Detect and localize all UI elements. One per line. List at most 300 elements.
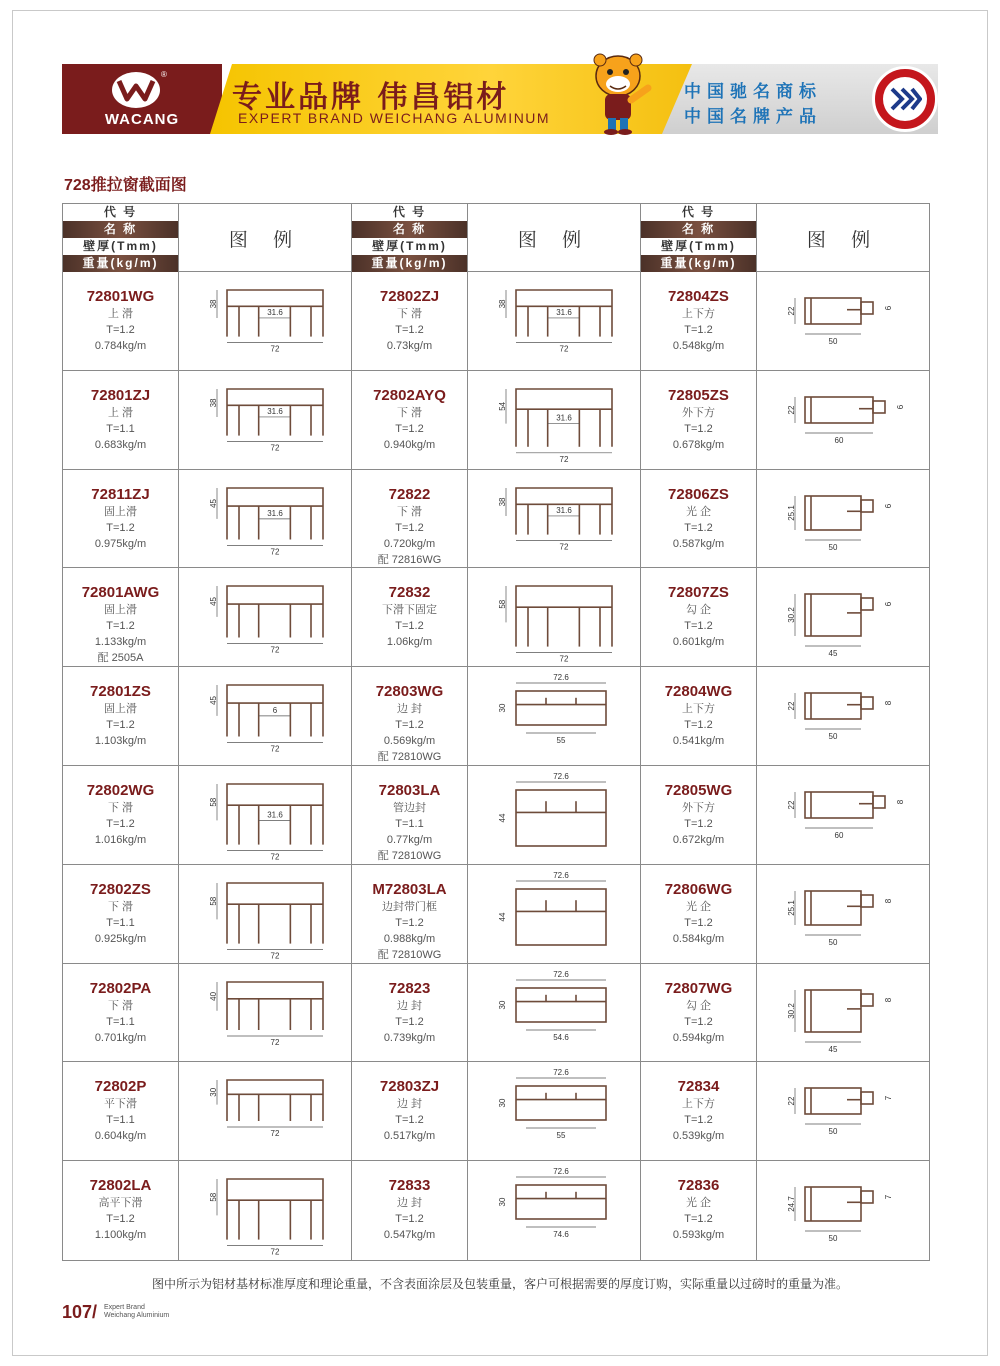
dim-height: 58 <box>498 600 508 610</box>
dim-middle: 31.6 <box>556 307 572 317</box>
profile-code: 72807ZS <box>668 584 729 602</box>
header-figure: 图 例 <box>228 229 303 251</box>
profile-name: 光 企 <box>685 1197 712 1210</box>
table-row <box>352 766 641 865</box>
dim-lip: 6 <box>883 305 893 311</box>
profile-info <box>641 1062 757 1160</box>
header-code: 代 号 <box>63 204 178 221</box>
profile-info <box>352 865 468 963</box>
table-row <box>641 1062 930 1161</box>
profile-name: 勾 企 <box>685 999 712 1012</box>
brand-name: WACANG <box>104 111 180 128</box>
header-wall: 壁厚(Tmm) <box>63 238 178 255</box>
profile-code: 72804ZS <box>668 288 729 305</box>
profile-info <box>63 568 179 666</box>
dim-width: 72 <box>270 1247 280 1257</box>
dim-top: 72.6 <box>553 870 569 880</box>
profile-figure <box>179 1062 352 1160</box>
profile-code: 72807WG <box>664 979 733 997</box>
header-name: 名 称 <box>352 221 467 238</box>
slogan-cn: 专业品牌 伟昌铝材 <box>232 80 510 115</box>
dim-width: 72 <box>270 1037 280 1047</box>
header-name: 名 称 <box>641 221 756 238</box>
profile-thickness: T=1.2 <box>395 1015 424 1028</box>
dim-top: 72.6 <box>553 673 569 683</box>
header-figure: 图 例 <box>517 229 592 251</box>
profile-thickness: T=1.2 <box>395 1213 424 1226</box>
profile-name: 下滑下固定 <box>382 604 437 617</box>
profile-weight: 0.739kg/m <box>383 1031 436 1044</box>
logo-icon <box>112 72 160 108</box>
honor-top-brand: 中国名牌产品 <box>684 107 822 127</box>
dim-height: 22 <box>787 701 797 711</box>
profile-figure <box>757 1062 930 1160</box>
profile-weight: 0.77kg/m <box>386 834 433 846</box>
section-profile-drawing <box>757 766 929 864</box>
dim-height: 38 <box>209 398 219 408</box>
profile-code: 72803LA <box>378 782 441 799</box>
profile-thickness: T=1.2 <box>684 620 713 633</box>
dim-height: 58 <box>209 896 219 906</box>
profile-weight: 0.73kg/m <box>386 340 433 352</box>
dim-top: 72.6 <box>553 969 569 979</box>
profile-figure <box>468 1062 641 1160</box>
profile-code: 72836 <box>677 1177 720 1195</box>
slogan-en: EXPERT BRAND WEICHANG ALUMINUM <box>238 110 551 126</box>
profile-weight: 0.517kg/m <box>383 1130 436 1143</box>
dim-middle: 31.6 <box>556 505 572 515</box>
profile-info <box>641 766 757 864</box>
profile-figure <box>179 667 352 765</box>
profile-thickness: T=1.2 <box>684 1114 713 1127</box>
profile-weight: 0.975kg/m <box>94 537 147 550</box>
profile-weight: 0.683kg/m <box>94 438 147 451</box>
profile-info <box>352 667 468 765</box>
dim-width: 72 <box>270 951 280 961</box>
table-row <box>641 1161 930 1260</box>
profile-name: 勾 企 <box>685 604 712 617</box>
table-header <box>352 204 641 272</box>
profile-thickness: T=1.1 <box>106 916 135 929</box>
dim-lip: 6 <box>883 503 893 508</box>
profile-info <box>63 470 179 568</box>
profile-figure <box>468 865 641 963</box>
table-row <box>352 964 641 1063</box>
section-profile-drawing <box>757 1062 929 1160</box>
dim-height: 45 <box>209 597 219 607</box>
profile-name: 高平下滑 <box>98 1197 143 1210</box>
profile-code: 72802ZJ <box>379 288 440 305</box>
section-profile-drawing <box>179 470 351 568</box>
profile-info <box>641 568 757 666</box>
profile-name: 外下方 <box>682 802 715 814</box>
profile-code: 72805WG <box>664 782 733 799</box>
header-code: 代 号 <box>352 204 467 221</box>
dim-width: 45 <box>828 649 838 659</box>
profile-thickness: T=1.1 <box>395 818 424 830</box>
profile-info <box>63 865 179 963</box>
profile-info <box>352 272 468 370</box>
profile-weight: 0.672kg/m <box>672 834 725 846</box>
profile-info <box>352 568 468 666</box>
profile-figure <box>468 470 641 568</box>
dim-height: 30 <box>498 1098 508 1108</box>
table-column <box>641 204 930 1260</box>
table-row <box>352 1062 641 1161</box>
dim-width: 72 <box>270 443 280 453</box>
dim-width: 50 <box>828 732 838 742</box>
profile-info <box>352 371 468 469</box>
profile-info <box>352 470 468 568</box>
profile-thickness: T=1.2 <box>684 916 713 929</box>
section-profile-drawing <box>179 1062 351 1160</box>
profile-name: 管边封 <box>393 802 426 814</box>
profile-info <box>63 1062 179 1160</box>
profile-weight: 0.547kg/m <box>383 1229 436 1242</box>
section-profile-drawing <box>468 766 640 864</box>
honor-famous-trademark: 中国驰名商标 <box>684 82 822 102</box>
dim-lip: 7 <box>883 1096 893 1101</box>
profile-weight: 0.784kg/m <box>94 340 147 352</box>
profile-info <box>641 865 757 963</box>
profile-weight: 0.587kg/m <box>672 537 725 550</box>
profile-thickness: T=1.2 <box>395 916 424 929</box>
profile-name: 固上滑 <box>104 703 137 716</box>
dim-height: 45 <box>209 696 219 706</box>
profile-thickness: T=1.1 <box>106 422 135 435</box>
profile-name: 下 滑 <box>107 802 134 814</box>
profile-name: 上 滑 <box>107 406 134 419</box>
profile-name: 边 封 <box>396 999 423 1012</box>
profile-thickness: T=1.2 <box>395 620 424 633</box>
profile-thickness: T=1.2 <box>106 620 135 633</box>
table-row <box>63 964 352 1063</box>
dim-height: 22 <box>787 800 797 810</box>
profile-weight: 0.569kg/m <box>383 735 436 748</box>
profile-thickness: T=1.2 <box>106 719 135 732</box>
dim-height: 22 <box>787 405 797 415</box>
dim-lip: 8 <box>895 799 905 805</box>
page-title: 728推拉窗截面图 <box>64 177 187 194</box>
profile-code: 72803WG <box>375 683 444 701</box>
header-wall: 壁厚(Tmm) <box>641 238 756 255</box>
profile-name: 边 封 <box>396 703 423 716</box>
section-profile-drawing <box>179 667 351 765</box>
table-row <box>63 371 352 470</box>
dim-middle: 31.6 <box>267 810 283 820</box>
profile-thickness: T=1.2 <box>395 324 424 336</box>
table-row <box>641 964 930 1063</box>
dim-height: 38 <box>209 299 219 309</box>
profile-figure <box>179 568 352 666</box>
dim-width: 60 <box>834 830 844 840</box>
profile-code: 72834 <box>677 1078 720 1096</box>
profile-thickness: T=1.1 <box>106 1114 135 1127</box>
profile-name: 边 封 <box>396 1098 423 1111</box>
profile-name: 边 封 <box>396 1197 423 1210</box>
dim-height: 58 <box>209 1192 219 1202</box>
profile-name: 上下方 <box>682 1098 715 1111</box>
profile-info <box>352 1161 468 1260</box>
page-number: 107/ <box>62 1302 98 1322</box>
section-profile-drawing <box>179 568 351 666</box>
table-row <box>641 470 930 569</box>
profile-info <box>352 1062 468 1160</box>
profile-name: 上 滑 <box>107 308 134 320</box>
section-profile-drawing <box>757 470 929 568</box>
profile-thickness: T=1.2 <box>684 1015 713 1028</box>
section-profile-drawing <box>757 1161 929 1259</box>
dim-lip: 8 <box>883 997 893 1002</box>
dim-width: 50 <box>828 542 838 552</box>
profile-thickness: T=1.2 <box>684 818 713 830</box>
profile-thickness: T=1.2 <box>684 1213 713 1226</box>
profile-code: M72803LA <box>372 880 447 898</box>
dim-width: 72 <box>270 744 280 754</box>
table-row <box>352 470 641 569</box>
dim-width: 50 <box>828 336 838 346</box>
profile-thickness: T=1.2 <box>684 521 713 534</box>
dim-width: 72 <box>559 344 569 354</box>
profile-weight: 0.539kg/m <box>672 1130 725 1143</box>
profile-weight: 0.604kg/m <box>94 1130 147 1143</box>
dim-lip: 6 <box>883 602 893 607</box>
profile-info <box>641 1161 757 1260</box>
profile-info <box>352 964 468 1062</box>
dim-width: 72 <box>270 852 280 862</box>
profile-name: 光 企 <box>685 505 712 518</box>
profile-info <box>63 272 179 370</box>
china-top-brand-badge <box>872 66 938 132</box>
dim-width: 55 <box>556 736 566 746</box>
profile-figure <box>468 766 641 864</box>
profile-info <box>641 964 757 1062</box>
dim-top: 72.6 <box>553 1167 569 1177</box>
table-row <box>63 1062 352 1161</box>
profile-thickness: T=1.2 <box>684 422 713 435</box>
profile-weight: 0.940kg/m <box>383 438 436 451</box>
dim-height: 30 <box>498 703 508 713</box>
table-row <box>63 667 352 766</box>
dim-height: 44 <box>498 813 508 823</box>
section-profile-drawing <box>179 964 351 1062</box>
dim-height: 30 <box>498 1197 508 1207</box>
table-row <box>63 272 352 371</box>
profile-pairing: 配 72810WG <box>377 751 442 764</box>
dim-height: 25.1 <box>787 504 797 521</box>
profile-code: 72801AWG <box>81 584 160 602</box>
dim-middle: 31.6 <box>267 508 283 518</box>
section-profile-drawing <box>757 272 929 370</box>
dim-lip: 6 <box>895 404 905 410</box>
profile-info <box>63 371 179 469</box>
section-profile-drawing <box>179 865 351 963</box>
table-row <box>641 667 930 766</box>
profile-weight: 1.100kg/m <box>94 1229 147 1242</box>
profile-code: 72801WG <box>86 288 155 305</box>
profile-weight: 0.720kg/m <box>383 537 436 550</box>
profile-name: 固上滑 <box>104 604 137 617</box>
header-labels <box>63 204 179 272</box>
profile-name: 下 滑 <box>396 406 423 419</box>
dim-lip: 8 <box>883 700 893 706</box>
profile-figure <box>757 865 930 963</box>
table-row <box>352 568 641 667</box>
profile-weight: 1.133kg/m <box>94 636 147 649</box>
profile-code: 72805ZS <box>668 386 729 404</box>
profile-figure <box>757 272 930 370</box>
profile-code: 72802WG <box>86 782 155 799</box>
dim-top: 72.6 <box>553 1068 569 1078</box>
profile-weight: 0.584kg/m <box>672 932 725 945</box>
profile-name: 平下滑 <box>104 1098 137 1111</box>
profile-figure <box>757 371 930 469</box>
profile-figure <box>757 568 930 666</box>
profile-weight: 0.988kg/m <box>383 932 436 945</box>
profile-thickness: T=1.2 <box>106 324 135 336</box>
footer-brand <box>104 1304 169 1320</box>
profile-figure <box>757 470 930 568</box>
profile-info <box>641 667 757 765</box>
dim-top: 72.6 <box>553 771 569 781</box>
dim-middle: 31.6 <box>556 413 572 423</box>
dim-width: 55 <box>556 1131 566 1141</box>
table-row <box>641 371 930 470</box>
dim-height: 38 <box>498 299 508 309</box>
profile-name: 上下方 <box>682 703 715 716</box>
table-row <box>352 865 641 964</box>
dim-height: 24.7 <box>787 1196 797 1212</box>
profile-name: 外下方 <box>682 406 715 419</box>
profile-code: 72802PA <box>89 979 152 997</box>
dim-height: 30.2 <box>787 607 797 624</box>
dim-width: 60 <box>834 435 844 445</box>
profile-thickness: T=1.1 <box>106 1015 135 1028</box>
profile-code: 72802P <box>94 1078 147 1096</box>
section-profile-drawing <box>179 1161 351 1259</box>
dim-width: 72 <box>270 1129 280 1139</box>
dim-middle: 6 <box>272 706 278 716</box>
profile-figure <box>179 371 352 469</box>
brand-logo <box>62 64 222 134</box>
section-profile-drawing <box>179 272 351 370</box>
table-row <box>641 865 930 964</box>
profile-figure <box>468 667 641 765</box>
profile-code: 72801ZS <box>90 683 151 701</box>
header-banner <box>62 64 938 134</box>
table-row <box>641 766 930 865</box>
profile-name: 边封带门框 <box>382 900 437 913</box>
table-row <box>352 1161 641 1260</box>
header-weight: 重量(kg/m) <box>641 255 756 272</box>
table-row <box>641 568 930 667</box>
profile-info <box>641 272 757 370</box>
section-profile-drawing <box>468 371 640 469</box>
section-profile-drawing <box>468 272 640 370</box>
profile-weight: 1.016kg/m <box>94 834 147 846</box>
profile-name: 下 滑 <box>107 999 134 1012</box>
dim-width: 72 <box>270 645 280 655</box>
tiger-mascot-icon <box>580 48 660 138</box>
dim-width: 72 <box>270 547 280 557</box>
profile-figure <box>179 272 352 370</box>
profile-thickness: T=1.2 <box>106 818 135 830</box>
table-row <box>641 272 930 371</box>
dim-height: 22 <box>787 1096 797 1106</box>
dim-width: 50 <box>828 1234 838 1244</box>
section-profile-drawing <box>468 568 640 666</box>
table-column <box>63 204 352 1260</box>
dim-height: 30.2 <box>787 1002 797 1019</box>
footer-brand-line-1: Expert Brand <box>104 1304 145 1311</box>
profile-table <box>62 203 930 1261</box>
dim-width: 50 <box>828 1127 838 1137</box>
profile-figure <box>757 766 930 864</box>
dim-height: 58 <box>209 797 219 807</box>
profile-name: 光 企 <box>685 900 712 913</box>
profile-info <box>63 667 179 765</box>
table-row <box>352 667 641 766</box>
dim-height: 30 <box>498 1000 508 1010</box>
profile-weight: 1.103kg/m <box>94 735 147 748</box>
section-profile-drawing <box>757 371 929 469</box>
profile-name: 上下方 <box>682 308 715 320</box>
profile-thickness: T=1.2 <box>684 324 713 336</box>
profile-figure <box>179 470 352 568</box>
section-profile-drawing <box>757 964 929 1062</box>
profile-figure <box>179 964 352 1062</box>
section-profile-drawing <box>757 667 929 765</box>
footnote: 图中所示为铝材基材标准厚度和理论重量，不含表面涂层及包装重量，客户可根据需要的厚度订购，实际重量以过磅时的重量为准。 <box>151 1277 848 1291</box>
dim-width: 72 <box>559 454 569 464</box>
table-header <box>641 204 930 272</box>
profile-code: 72802LA <box>89 1177 152 1195</box>
section-profile-drawing <box>468 1161 640 1259</box>
profile-info <box>641 371 757 469</box>
table-row <box>63 865 352 964</box>
profile-pairing: 配 72810WG <box>377 948 442 961</box>
profile-weight: 0.925kg/m <box>94 932 147 945</box>
profile-weight: 0.541kg/m <box>672 735 725 748</box>
table-column <box>352 204 641 1260</box>
dim-height: 54 <box>498 401 508 411</box>
profile-figure <box>757 1161 930 1260</box>
section-profile-drawing <box>757 568 929 666</box>
profile-code: 72802AYQ <box>373 386 446 404</box>
table-row <box>352 371 641 470</box>
profile-info <box>641 470 757 568</box>
profile-code: 72833 <box>388 1177 431 1195</box>
header-wall: 壁厚(Tmm) <box>352 238 467 255</box>
profile-name: 下 滑 <box>107 900 134 913</box>
profile-figure <box>179 766 352 864</box>
header-name: 名 称 <box>63 221 178 238</box>
profile-info <box>63 964 179 1062</box>
dim-height: 30 <box>209 1088 219 1098</box>
dim-lip: 8 <box>883 898 893 904</box>
profile-pairing: 配 2505A <box>97 652 144 665</box>
profile-name: 固上滑 <box>104 505 137 518</box>
column-divider <box>640 204 641 1260</box>
profile-code: 72822 <box>388 485 431 503</box>
profile-figure <box>468 272 641 370</box>
profile-name: 下 滑 <box>396 308 423 320</box>
profile-figure <box>757 964 930 1062</box>
dim-width: 45 <box>828 1044 838 1054</box>
profile-figure <box>179 1161 352 1260</box>
section-profile-drawing <box>179 766 351 864</box>
section-profile-drawing <box>757 865 929 963</box>
